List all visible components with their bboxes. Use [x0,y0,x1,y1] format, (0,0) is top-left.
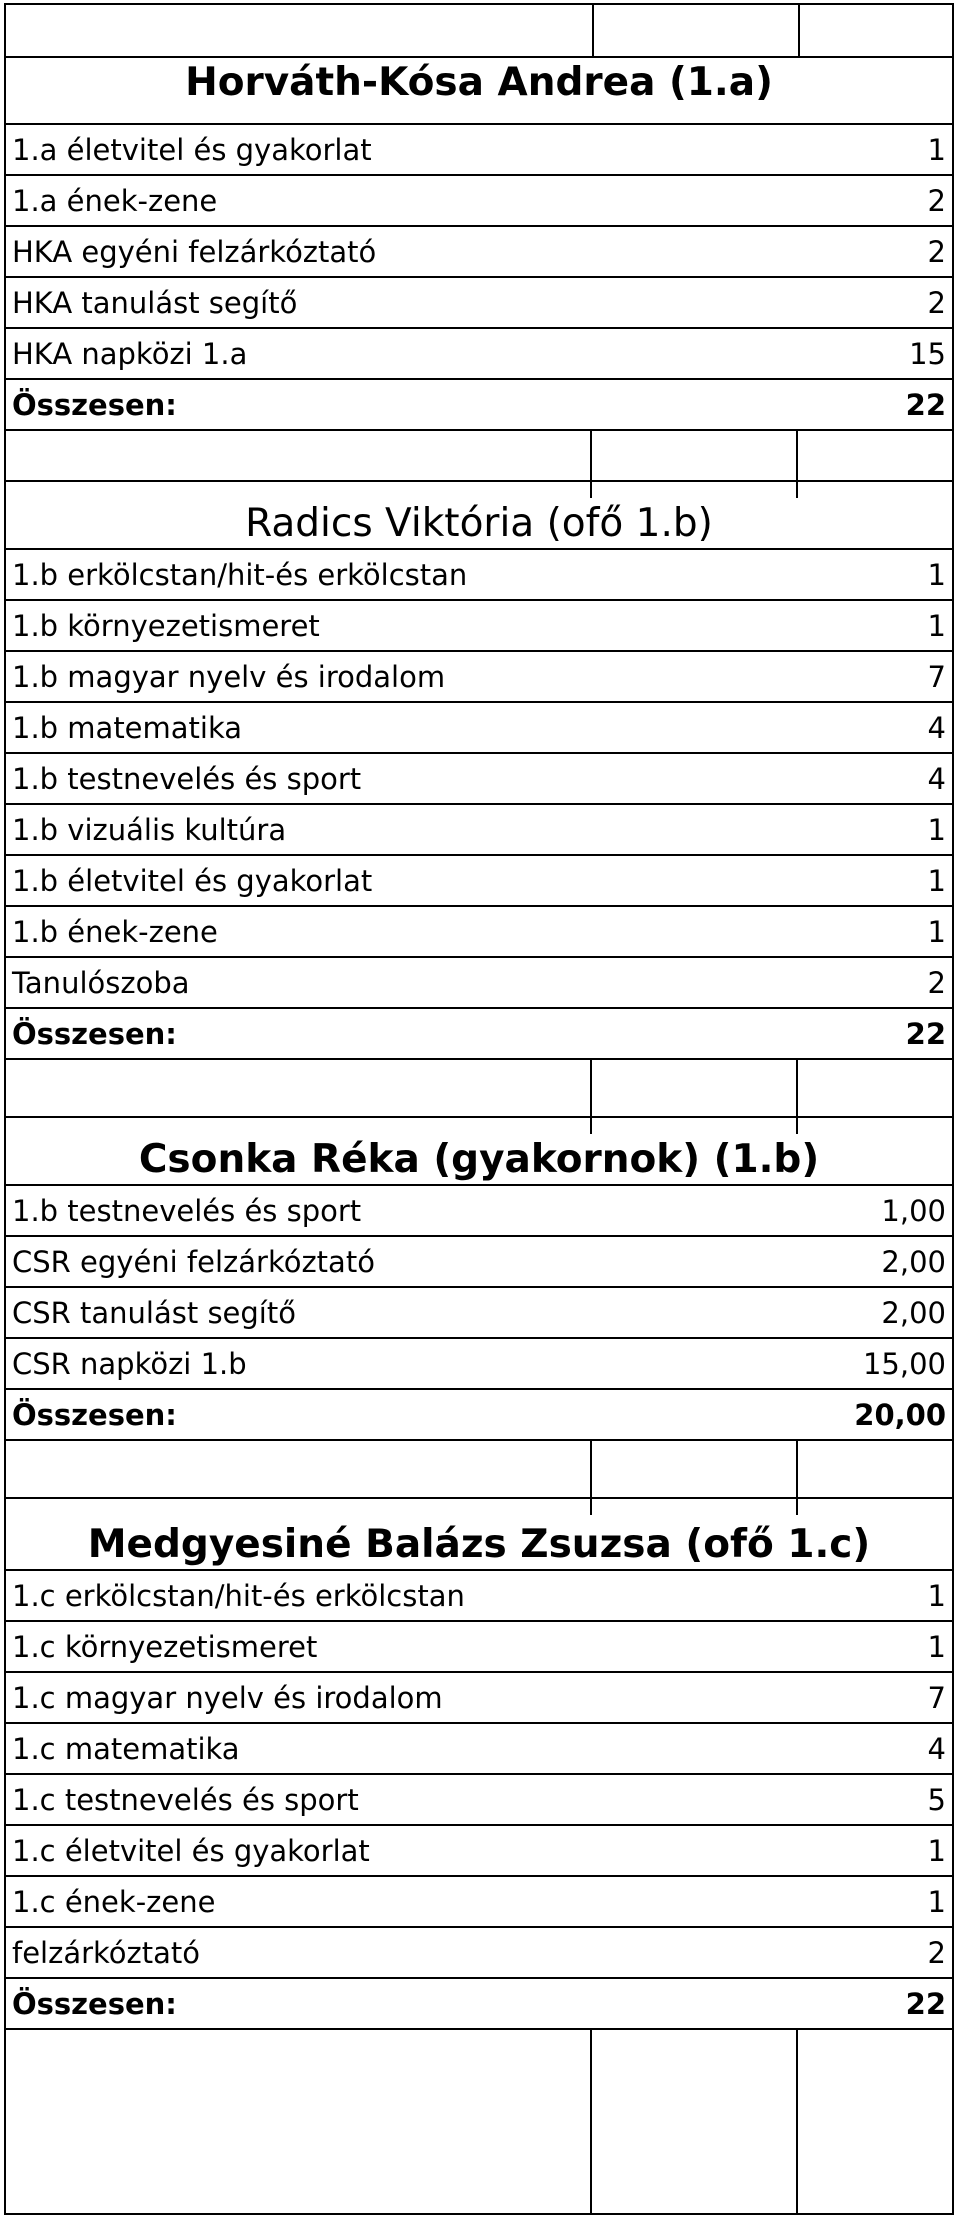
row-label: 1.b erkölcstan/hit-és erkölcstan [12,557,468,592]
table-row [6,1824,952,1875]
row-label: CSR egyéni felzárkóztató [12,1244,375,1279]
column-divider [590,2030,592,2215]
table-row [6,327,952,378]
row-value: 2 [927,183,946,218]
table-row [6,548,952,599]
row-value: 2 [927,965,946,1000]
row-label: 1.c erkölcstan/hit-és erkölcstan [12,1578,465,1613]
total-row [6,378,952,429]
table-row [6,1773,952,1824]
table-row [6,1722,952,1773]
row-label: 1.b testnevelés és sport [12,1193,362,1228]
table-row [6,752,952,803]
blank-row [6,5,952,56]
table-row [6,1671,952,1722]
column-divider [590,1441,592,1497]
spreadsheet [4,3,954,2215]
row-label: 1.c magyar nyelv és irodalom [12,1680,443,1715]
section-title-row [6,1497,952,1569]
table-row [6,225,952,276]
table-row [6,1235,952,1286]
blank-row [6,429,952,480]
table-row [6,1184,952,1235]
total-value: 22 [905,1986,946,2021]
section-title-row [6,1116,952,1184]
table-row [6,1875,952,1926]
column-divider [796,431,798,480]
total-value: 20,00 [854,1397,946,1432]
section-title: Horváth-Kósa Andrea (1.a) [185,60,773,105]
row-value: 2 [927,1935,946,1970]
blank-row [6,1439,952,1497]
total-value: 22 [905,387,946,422]
row-label: Tanulószoba [12,965,190,1000]
total-label: Összesen: [12,1397,177,1432]
row-value: 5 [927,1782,946,1817]
total-row [6,1007,952,1058]
row-label: felzárkóztató [12,1935,201,1970]
row-label: 1.c ének-zene [12,1884,216,1919]
table-row [6,1286,952,1337]
section-title-row [6,480,952,548]
row-value: 1 [927,914,946,949]
column-divider [796,1441,798,1497]
row-value: 7 [927,1680,946,1715]
table-row [6,905,952,956]
row-value: 2 [927,234,946,269]
row-label: 1.c életvitel és gyakorlat [12,1833,370,1868]
table-row [6,803,952,854]
table-row [6,1337,952,1388]
row-label: 1.a életvitel és gyakorlat [12,132,372,167]
total-label: Összesen: [12,387,177,422]
row-label: 1.a ének-zene [12,183,218,218]
row-label: 1.c matematika [12,1731,240,1766]
row-label: 1.b testnevelés és sport [12,761,362,796]
row-value: 2,00 [881,1244,946,1279]
row-value: 1 [927,132,946,167]
total-row [6,1388,952,1439]
row-value: 4 [927,710,946,745]
table-row [6,1926,952,1977]
row-value: 1 [927,1629,946,1664]
row-value: 1 [927,863,946,898]
row-value: 2 [927,285,946,320]
column-divider [796,1060,798,1116]
blank-row [6,2028,952,2215]
section-title-row [6,56,952,107]
row-label: HKA egyéni felzárkóztató [12,234,377,269]
row-value: 15 [909,336,946,371]
column-divider [590,431,592,480]
table-row [6,123,952,174]
table-row [6,956,952,1007]
section-title: Csonka Réka (gyakornok) (1.b) [138,1137,820,1182]
row-value: 1 [927,1884,946,1919]
row-value: 7 [927,659,946,694]
row-label: 1.b környezetismeret [12,608,320,643]
row-value: 15,00 [862,1346,946,1381]
row-label: CSR tanulást segítő [12,1295,296,1330]
row-value: 1 [927,608,946,643]
row-label: CSR napközi 1.b [12,1346,247,1381]
section-title: Radics Viktória (ofő 1.b) [245,501,713,546]
row-value: 1 [927,812,946,847]
row-label: 1.b matematika [12,710,243,745]
row-label: 1.b ének-zene [12,914,218,949]
row-label: HKA napközi 1.a [12,336,248,371]
row-label: 1.b magyar nyelv és irodalom [12,659,446,694]
row-value: 1,00 [881,1193,946,1228]
row-label: HKA tanulást segítő [12,285,298,320]
row-label: 1.c környezetismeret [12,1629,318,1664]
total-row [6,1977,952,2028]
column-divider [590,1060,592,1116]
row-value: 1 [927,557,946,592]
row-label: 1.b vizuális kultúra [12,812,287,847]
table-row [6,599,952,650]
row-value: 4 [927,761,946,796]
table-row [6,650,952,701]
table-row [6,854,952,905]
total-label: Összesen: [12,1986,177,2021]
row-value: 4 [927,1731,946,1766]
table-row [6,276,952,327]
table-row [6,1620,952,1671]
blank-row [6,1058,952,1116]
table-row [6,1569,952,1620]
total-value: 22 [905,1016,946,1051]
column-divider [796,2030,798,2215]
row-value: 2,00 [881,1295,946,1330]
table-row [6,701,952,752]
row-label: 1.b életvitel és gyakorlat [12,863,373,898]
total-label: Összesen: [12,1016,177,1051]
row-value: 1 [927,1833,946,1868]
row-value: 1 [927,1578,946,1613]
table-row [6,174,952,225]
row-label: 1.c testnevelés és sport [12,1782,359,1817]
section-title: Medgyesiné Balázs Zsuzsa (ofő 1.c) [87,1522,871,1567]
